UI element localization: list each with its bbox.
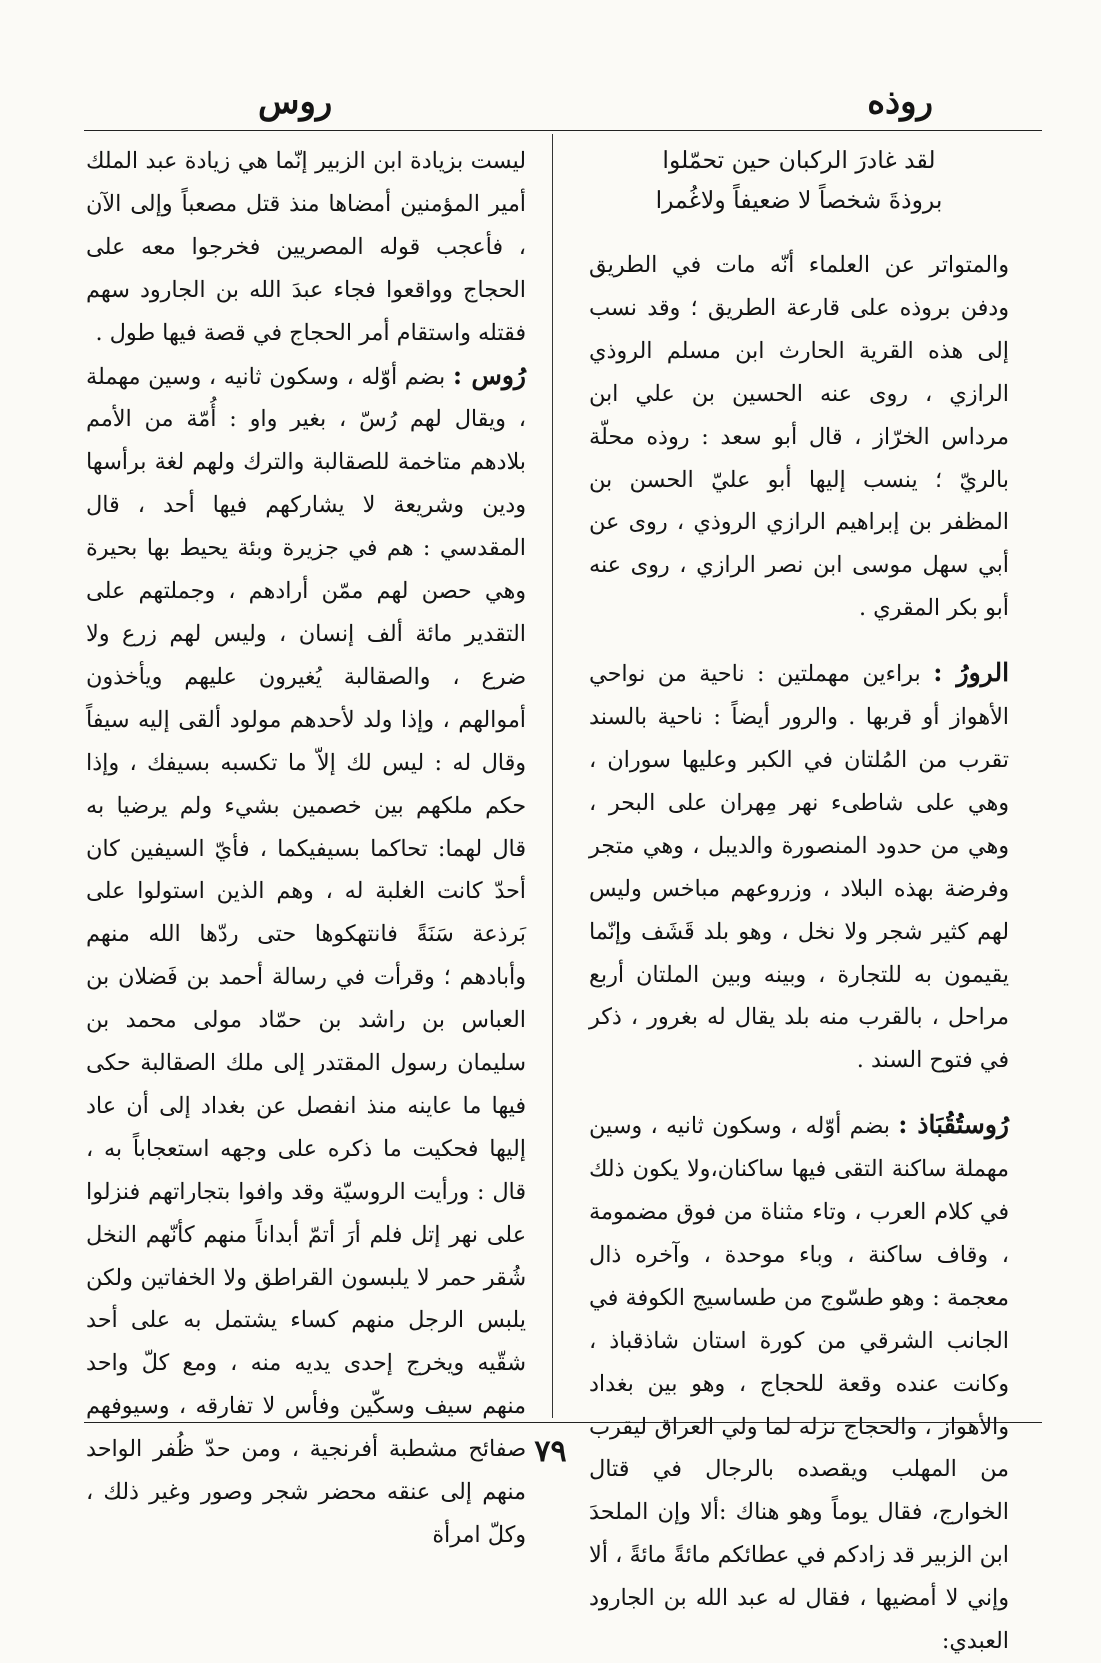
header-right-title: روذه [867,82,933,122]
entry-headword: رُوستُقُبَاذ : [898,1110,1010,1140]
entry-text: براءين مهملتين : ناحية من نواحي الأهواز أو قربها . والرور أيضاً : ناحية بالسند تقرب من المُلتان في الكبر وعليها سوران ، وهي على شاطىء نهر مِهران على البحر ، وهي من حدود المنصورة والديبل ، وهي متجر وفرضة بهذه البلاد ، وزروعهم مباخس وليس لهم كثير شجر ولا نخل ، وهو بلد قَشَف وإنّما يقيمون به للتجارة ، وبينه وبين الملتان أربع مراحل ، بالقرب منه بلد يقال له بغرور ، ذكر في فتوح السند . [589,661,1009,1074]
entry-rowr [589,652,1009,1082]
header-left-title: روس [258,82,333,122]
entry-text: بضم أوّله ، وسكون ثانيه ، وسين مهملة ، ويقال لهم رُسّ ، بغير واو : أُمّة من الأمم بلادهم متاخمة للصقالبة والترك ولهم لغة برأسها ودين وشريعة لا يشاركهم فيها أحد ، قال المقدسي : هم في جزيرة وبئة يحيط بها بحيرة وهي حصن لهم ممّن أرادهم ، وجملتهم على التقدير مائة ألف إنسان ، وليس لهم زرع ولا ضرع ، والصقالبة يُغيرون عليهم ويأخذون أموالهم ، وإذا ولد لأحدهم مولود ألقى إليه سيفاً وقال له : ليس لك إلاّ ما تكسبه بسيفك ، وإذا حكم ملكهم بين خصمين بشيء ولم يرضيا به قال لهما: تحاكما بسيفيكما ، فأيّ السيفين كان أحدّ كانت الغلبة له ، وهم الذين استولوا على بَرذعة سَنَةً فانتهكوها حتى ردّها الله منهم وأبادهم ؛ وقرأت في رسالة أحمد بن فَضلان بن العباس بن راشد بن حمّاد مولى محمد بن سليمان رسول المقتدر إلى ملك الصقالبة حكى فيها ما عاينه منذ انفصل عن بغداد إلى أن عاد إليها فحكيت ما ذكره على وجهه استعجاباً به ، قال : ورأيت الروسيّة وقد وافوا بتجاراتهم فنزلوا على نهر إتل فلم أرَ أتمّ أبداناً منهم كأنّهم النخل شُقر حمر لا يلبسون القراطق ولا الخفاتين ولكن يلبس الرجل منهم كساء يشتمل به على أحد شقّيه ويخرج إحدى يديه منه ، ومع كلّ واحد منهم سيف وسكّين وفأس لا تفارقه ، وسيوفهم صفائح مشطبة أفرنجية ، ومن حدّ ظُفر الواحد منهم إلى عنقه محضر شجر وصور وغير ذلك ، وكلّ امرأة [86,363,526,1548]
verse-line-1: لقد غادرَ الركبان حين تحمّلوا [662,146,936,174]
column-divider [552,134,553,1418]
entry-rustqubadh [589,1104,1009,1663]
verse [589,140,1009,220]
left-column [86,140,526,1557]
paragraph: ليست بزيادة ابن الزبير إنّما هي زيادة عبد الملك أمير المؤمنين أمضاها منذ قتل مصعباً وإلى الآن ، فأعجب قوله المصريين فخرجوا معه على الحجاج وواقعوا فجاء عبدَ الله بن الجارود سهم فقتله واستقام أمر الحجاج في قصة فيها طول . [86,148,526,346]
entry-headword: الرورُ : [933,658,1010,688]
entry-text: بضم أوّله ، وسكون ثانيه ، وسين مهملة ساكنة التقى فيها ساكنان،ولا يكون ذلك في كلام العرب ، وتاء مثناة من فوق مضمومة ، وقاف ساكنة ، وباء موحدة ، وآخره ذال معجمة : وهو طسّوج من طساسيج الكوفة في الجانب الشرقي من كورة استان شاذقباذ ، وكانت عنده وقعة للحجاج ، وهو بين بغداد والأهواز ، والحجاج نزله لما ولي العراق ليقرب من المهلب ويقصده بالرجال في قتال الخوارج، فقال يوماً وهو هناك :ألا وإن الملحدَ ابن الزبير قد زادكم في عطائكم مائةً مائةً ، ألا وإني لا أمضيها ، فقال له عبد الله بن الجارود العبدي: [589,1113,1009,1655]
top-rule [84,130,1042,131]
paragraph: والمتواتر عن العلماء أنّه مات في الطريق ودفن بروذه على قارعة الطريق ؛ وقد نسب إلى هذه القرية الحارث ابن مسلم الروذي الرازي ، روى عنه الحسين بن علي ابن مرداس الخرّاز ، قال أبو سعد : روذه محلّة بالريّ ؛ ينسب إليها أبو عليّ الحسن بن المظفر بن إبراهيم الرازي الروذي ، روى عن أبي سهل موسى ابن نصر الرازي ، روى عنه أبو بكر المقري . [589,252,1009,622]
page-number: ٧٩ [534,1434,567,1469]
bottom-rule [84,1422,1042,1423]
verse-line-2: بروذةَ شخصاً لا ضعيفاً ولاغُمرا [655,186,943,214]
entry-headword: رُوس : [452,360,526,390]
entry-rus [86,355,526,1557]
